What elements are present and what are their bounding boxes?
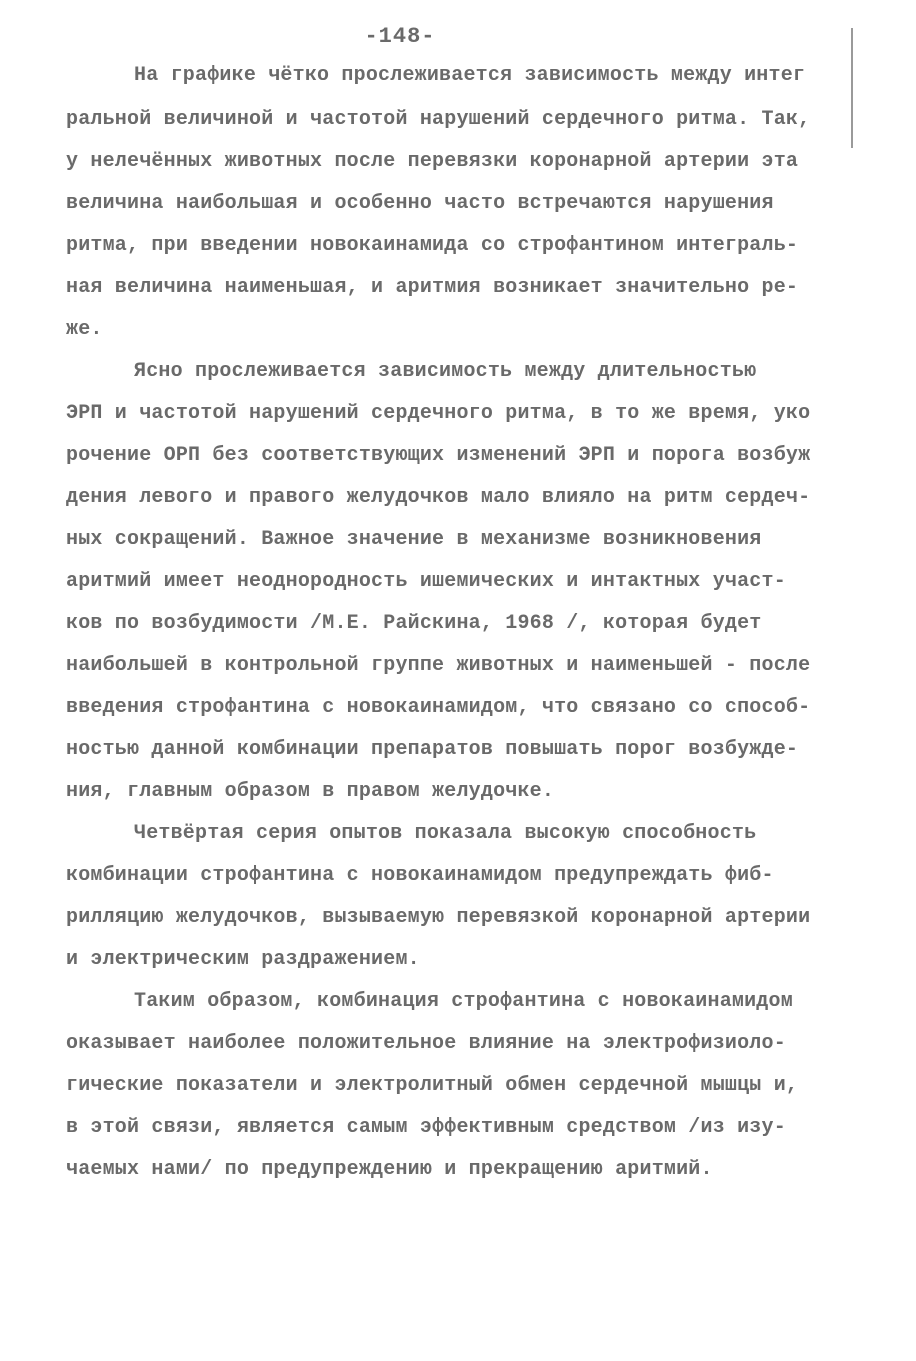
text-line: рилляцию желудочков, вызываемую перевязкой коронарной артерии [66, 906, 811, 929]
text-line: комбинации строфантина с новокаинамидом предупреждать фиб- [66, 864, 774, 887]
text-line: ная величина наименьшая, и аритмия возникает значительно ре- [66, 276, 799, 299]
text-line: в этой связи, является самым эффективным средством /из изу- [66, 1116, 786, 1139]
text-line: ЭРП и частотой нарушений сердечного ритма, в то же время, уко [66, 402, 811, 425]
text-line: ков по возбудимости /М.Е. Райскина, 1968 /, которая будет [66, 612, 762, 635]
text-line: ния, главным образом в правом желудочке. [66, 780, 555, 803]
text-line: рочение ОРП без соответствующих изменений ЭРП и порога возбуж [66, 444, 811, 467]
text-line: чаемых нами/ по предупреждению и прекращению аритмий. [66, 1158, 713, 1181]
text-line: аритмий имеет неоднородность ишемических и интактных участ- [66, 570, 786, 593]
text-line: величина наибольшая и особенно часто встречаются нарушения [66, 192, 774, 215]
scan-edge-line [851, 28, 853, 148]
text-line: Таким образом, комбинация строфантина с новокаинамидом [134, 990, 793, 1013]
text-line: оказывает наиболее положительное влияние на электрофизиоло- [66, 1032, 786, 1055]
page-number: -148- [364, 24, 436, 49]
text-line: ностью данной комбинации препаратов повышать порог возбужде- [66, 738, 799, 761]
text-line: Четвёртая серия опытов показала высокую способность [134, 822, 757, 845]
text-line: наибольшей в контрольной группе животных и наименьшей - после [66, 654, 811, 677]
text-line: ритма, при введении новокаинамида со строфантином интеграль- [66, 234, 799, 257]
text-line: введения строфантина с новокаинамидом, что связано со способ- [66, 696, 811, 719]
text-line: Ясно прослеживается зависимость между длительностью [134, 360, 757, 383]
text-line: ральной величиной и частотой нарушений сердечного ритма. Так, [66, 108, 811, 131]
text-line: гические показатели и электролитный обмен сердечной мышцы и, [66, 1074, 799, 1097]
text-line: и электрическим раздражением. [66, 948, 420, 971]
text-line: ных сокращений. Важное значение в механизме возникновения [66, 528, 762, 551]
text-line: у нелечённых животных после перевязки коронарной артерии эта [66, 150, 799, 173]
text-line: На графике чётко прослеживается зависимость между интег [134, 64, 806, 87]
text-line: же. [66, 318, 103, 341]
text-line: дения левого и правого желудочков мало влияло на ритм сердеч- [66, 486, 811, 509]
